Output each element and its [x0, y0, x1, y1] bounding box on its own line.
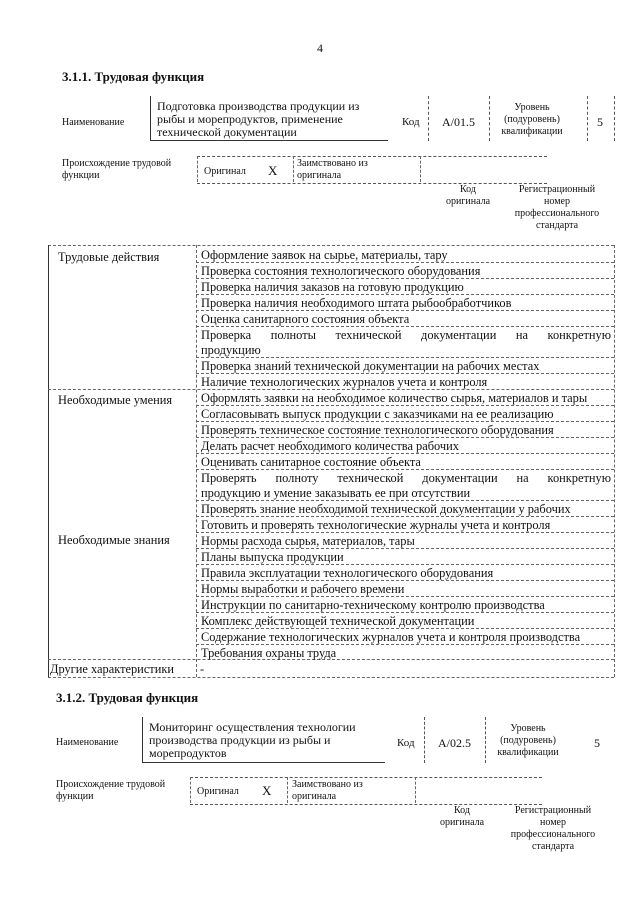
knowledge-item: Нормы расхода сырья, материалов, тары: [201, 534, 415, 548]
code-original-label-2: Код оригинала: [439, 805, 485, 828]
labor-action-item: Оценка санитарного состояния объекта: [201, 312, 410, 326]
knowledge-item: Требования охраны труда: [201, 646, 337, 660]
knowledge-item: Инструкции по санитарно-техническому контролю производства: [201, 598, 545, 612]
skills-label: Необходимые умения: [58, 393, 173, 407]
page-number: 4: [317, 41, 323, 55]
code-label-2: Код: [397, 737, 415, 749]
level-label-1: Уровень (подуровень) квалификации: [501, 102, 563, 137]
knowledge-item: Правила эксплуатации технологического оборудования: [201, 566, 494, 580]
skill-item: Оценивать санитарное состояние объекта: [201, 455, 421, 469]
section-heading-1: 3.1.1. Трудовая функция: [62, 69, 205, 84]
skill-item: Делать расчет необходимого количества рабочих: [201, 439, 459, 453]
labor-action-item: Оформление заявок на сырье, материалы, тару: [201, 248, 448, 262]
name-value-2: Мониторинг осуществления технологии производства продукции из рыбы и морепродуктов: [142, 717, 385, 763]
knowledge-item: Содержание технологических журналов учета и контроля производства: [201, 630, 581, 644]
skill-item: Согласовывать выпуск продукции с заказчиками на ее реализацию: [201, 407, 554, 421]
labor-action-item: Проверка знаний технической документации на рабочих местах: [201, 359, 540, 373]
other-characteristics-value: -: [200, 662, 205, 676]
level-value-1: 5: [597, 115, 603, 129]
knowledge-item: Нормы выработки и рабочего времени: [201, 582, 405, 596]
reg-number-label-1: Регистрационный номер профессионального стандарта: [514, 184, 600, 231]
knowledge-label: Необходимые знания: [58, 533, 170, 547]
knowledge-item: Комплекс действующей технической документации: [201, 614, 475, 628]
reg-number-label-2: Регистрационный номер профессионального стандарта: [510, 805, 596, 852]
labor-action-item: Наличие технологических журналов учета и контроля: [201, 375, 488, 389]
labor-actions-label: Трудовые действия: [58, 250, 160, 264]
labor-action-item: Проверка наличия заказов на готовую продукцию: [201, 280, 464, 294]
labor-action-item: Проверка состояния технологического оборудования: [201, 264, 481, 278]
labor-action-item: продукцию: [201, 343, 261, 357]
skill-item: Проверять знание необходимой технической документации у рабочих: [201, 502, 571, 516]
skill-item: продукцию и умение заказывать ее при отсутствии: [201, 486, 471, 500]
level-label-2: Уровень (подуровень) квалификации: [497, 723, 559, 758]
skill-item: Проверять техническое состояние технологического оборудования: [201, 423, 554, 437]
name-value-1: Подготовка производства продукции из рыбы и морепродуктов, применение технической документации: [150, 96, 388, 141]
level-value-2: 5: [594, 736, 600, 750]
original-mark-2: X: [262, 783, 272, 798]
code-label-1: Код: [402, 116, 420, 128]
name-label-1: Наименование: [62, 117, 125, 128]
labor-action-item: Проверка наличия необходимого штата рыбообработчиков: [201, 296, 512, 310]
borrowed-label-2: Заимствовано из оригинала: [292, 779, 363, 802]
original-mark-1: X: [268, 163, 278, 178]
original-label-2: Оригинал: [197, 786, 239, 797]
origin-label-2: Происхождение трудовой функции: [56, 779, 166, 802]
labor-action-item: Проверка полноты технической документации на конкретную: [201, 328, 611, 342]
origin-label-1: Происхождение трудовой функции: [62, 158, 172, 181]
skill-item: Готовить и проверять технологические журналы учета и контроля: [201, 518, 551, 532]
skill-item: Оформлять заявки на необходимое количество сырья, материалов и тары: [201, 391, 588, 405]
original-label-1: Оригинал: [204, 166, 246, 177]
code-value-1: A/01.5: [442, 115, 475, 129]
borrowed-label-1: Заимствовано из оригинала: [297, 158, 368, 181]
name-label-2: Наименование: [56, 737, 119, 748]
code-original-label-1: Код оригинала: [445, 184, 491, 207]
other-characteristics-label: Другие характеристики: [50, 662, 175, 676]
section-heading-2: 3.1.2. Трудовая функция: [56, 690, 199, 705]
knowledge-item: Планы выпуска продукции: [201, 550, 344, 564]
skill-item: Проверять полноту технической документации на конкретную: [201, 471, 611, 485]
code-value-2: A/02.5: [438, 736, 471, 750]
